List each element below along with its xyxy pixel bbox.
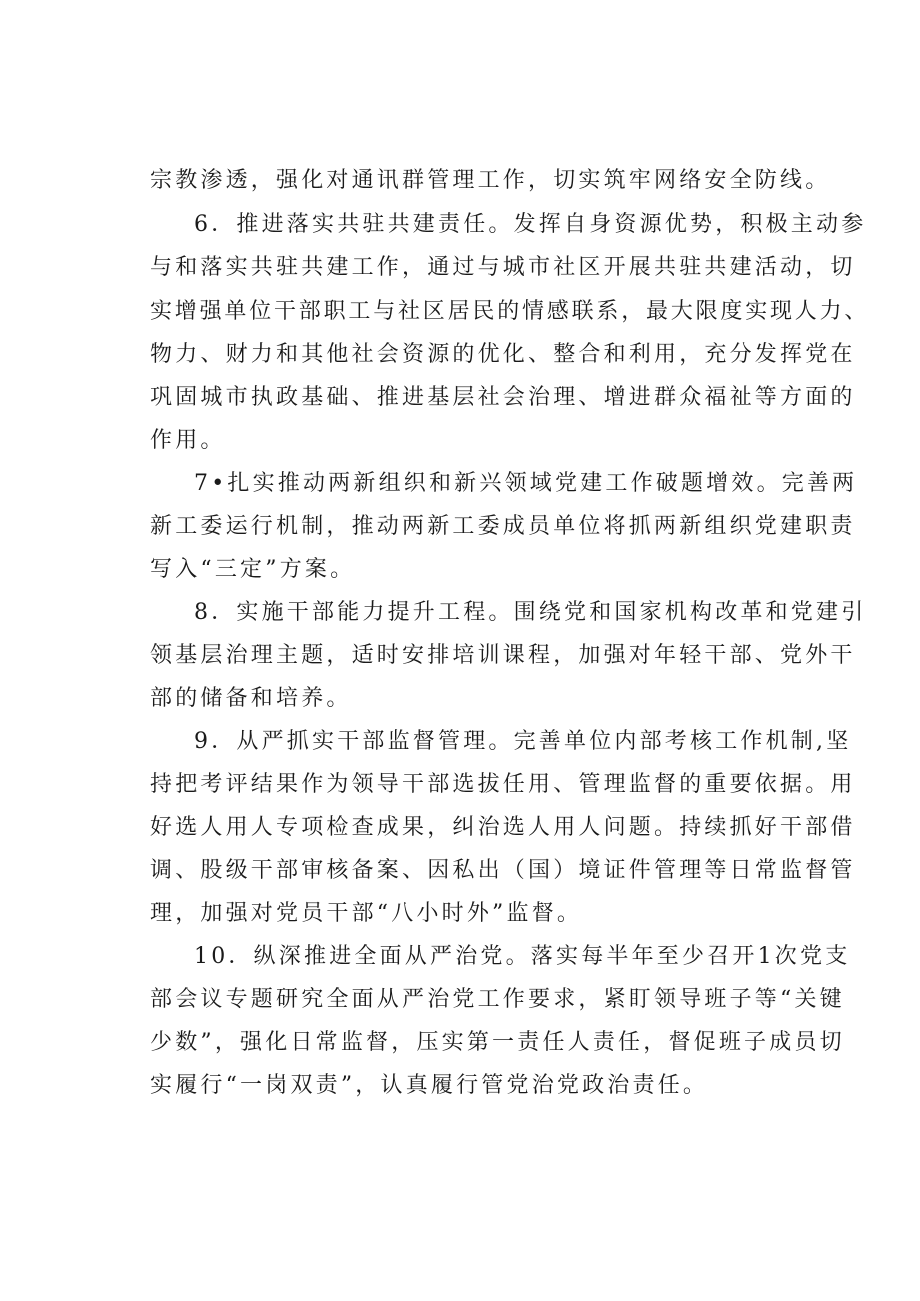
text-line: 8．实施干部能力提升工程。围绕党和国家机构改革和党建引 (194, 600, 867, 625)
text-line: 理，加强对党员干部“八小时外”监督。 (150, 901, 583, 926)
text-line: 7•扎实推动两新组织和新兴领域党建工作破题增效。完善两 (194, 471, 858, 496)
text-line: 实履行“一岗双责”，认真履行管党治党政治责任。 (150, 1073, 709, 1098)
text-line: 实增强单位干部职工与社区居民的情感联系，最大限度实现人力、 (150, 299, 870, 324)
text-line: 少数”，强化日常监督，压实第一责任人责任，督促班子成员切 (150, 1030, 845, 1055)
text-line: 持把考评结果作为领导干部选拔任用、管理监督的重要依据。用 (150, 772, 856, 797)
text-line: 9．从严抓实干部监督管理。完善单位内部考核工作机制,坚 (194, 729, 852, 754)
text-line: 与和落实共驻共建工作，通过与城市社区开展共驻共建活动，切 (150, 255, 856, 280)
text-line: 领基层治理主题，适时安排培训课程，加强对年轻干部、党外干 (150, 643, 856, 668)
text-line: 6．推进落实共驻共建责任。发挥自身资源优势，积极主动参 (194, 212, 867, 237)
text-line: 调、股级干部审核备案、因私出（国）境证件管理等日常监督管 (150, 858, 856, 883)
text-line: 部会议专题研究全面从严治党工作要求，紧盯领导班子等“关键 (150, 987, 845, 1012)
text-line: 新工委运行机制，推动两新工委成员单位将抓两新组织党建职责 (150, 514, 856, 539)
text-line: 10．纵深推进全面从严治党。落实每半年至少召开1次党支 (194, 944, 851, 969)
text-line: 好选人用人专项检查成果，纠治选人用人问题。持续抓好干部借 (150, 815, 856, 840)
text-line: 物力、财力和其他社会资源的优化、整合和利用，充分发挥党在 (150, 342, 856, 367)
text-line: 作用。 (150, 428, 226, 453)
text-line: 巩固城市执政基础、推进基层社会治理、增进群众福祉等方面的 (150, 385, 856, 410)
text-line: 部的储备和培养。 (150, 686, 352, 711)
text-line: 宗教渗透，强化对通讯群管理工作，切实筑牢网络安全防线。 (150, 168, 831, 193)
text-line: 写入“三定”方案。 (150, 557, 356, 582)
